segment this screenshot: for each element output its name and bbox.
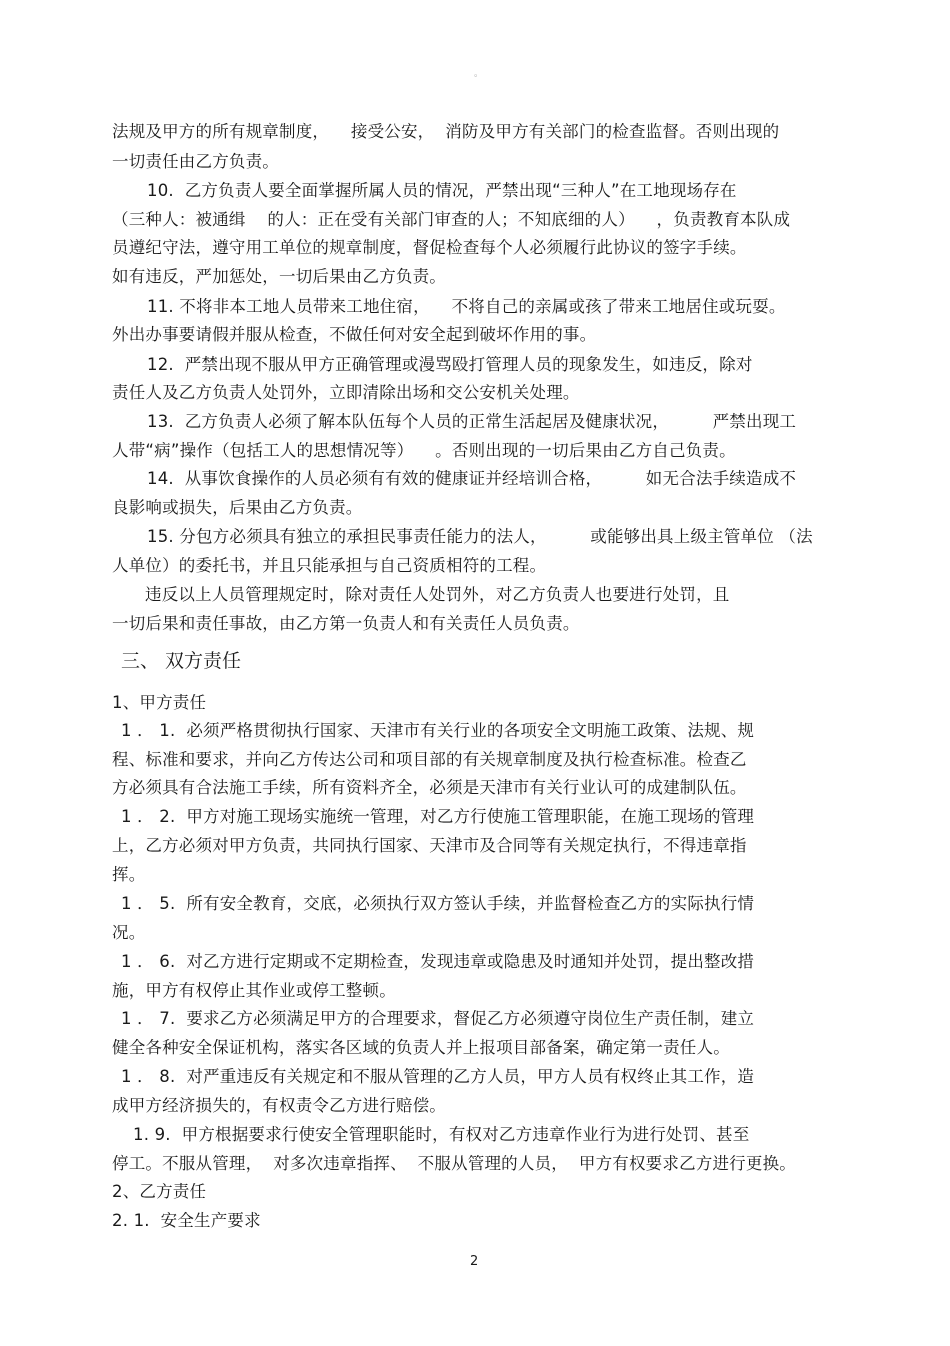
text-line: 成甲方经济损失的，有权责令乙方进行赔偿。 [112,1096,446,1115]
text-line: 1 ． 7. 要求乙方必须满足甲方的合理要求，督促乙方必须遵守岗位生产责任制，建立 [121,1009,755,1028]
text-line: 健全各种安全保证机构，落实各区域的负责人并上报项目部备案，确定第一责任人。 [112,1038,730,1057]
text-line: 人单位）的委托书，并且只能承担与自己资质相符的工程。 [112,556,547,575]
section-heading: 三、 双方责任 [121,650,242,672]
text-line: 13. 乙方负责人必须了解本队伍每个人员的正常生活起居及健康状况， 严禁出现工 [147,412,797,431]
text-line: 12. 严禁出现不服从甲方正确管理或漫骂殴打管理人员的现象发生，如违反，除对 [147,355,753,374]
text-line: 2. 1. 安全生产要求 [112,1211,261,1230]
text-line: 员遵纪守法，遵守用工单位的规章制度，督促检查每个人必须履行此协议的签字手续。 [112,238,747,257]
text-line: 15. 分包方必须具有独立的承担民事责任能力的法人， 或能够出具上级主管单位 （法 [147,527,813,546]
text-line: 1. 9. 甲方根据要求行使安全管理职能时，有权对乙方违章作业行为进行处罚、甚至 [133,1125,750,1144]
text-line: 程、标准和要求，并向乙方传达公司和项目部的有关规章制度及执行检查标准。检查乙 [112,750,747,769]
text-line: 责任人及乙方负责人处罚外，立即清除出场和交公安机关处理。 [112,383,580,402]
text-line: 违反以上人员管理规定时，除对责任人处罚外，对乙方负责人也要进行处罚，且 [145,585,730,604]
text-line: 上，乙方必须对甲方负责，共同执行国家、天津市及合同等有关规定执行，不得违章指 [112,836,747,855]
text-line: 停工。不服从管理， 对多次违章指挥、 不服从管理的人员， 甲方有权要求乙方进行更换。 [112,1154,796,1173]
text-line: 人带“病”操作（包括工人的思想情况等） 。否则出现的一切后果由乙方自己负责。 [112,441,736,460]
text-line: 施，甲方有权停止其作业或停工整顿。 [112,981,396,1000]
text-line: 方必须具有合法施工手续，所有资料齐全，必须是天津市有关行业认可的成建制队伍。 [112,778,747,797]
text-line: 1 ． 5. 所有安全教育，交底，必须执行双方签认手续，并监督检查乙方的实际执行情 [121,894,755,913]
text-line: 如有违反，严加惩处，一切后果由乙方负责。 [112,267,446,286]
subsection-heading: 2、乙方责任 [112,1182,207,1201]
text-line: 1 ． 2. 甲方对施工现场实施统一管理，对乙方行使施工管理职能，在施工现场的管理 [121,807,755,826]
text-line: 10. 乙方负责人要全面掌握所属人员的情况，严禁出现“三种人”在工地现场存在 [147,181,737,200]
text-line: 1 ． 1. 必须严格贯彻执行国家、天津市有关行业的各项安全文明施工政策、法规、规 [121,721,755,740]
text-line: 外出办事要请假并服从检查，不做任何对安全起到破坏作用的事。 [112,325,597,344]
text-line: 法规及甲方的所有规章制度， 接受公安， 消防及甲方有关部门的检查监督。否则出现的 [112,122,780,141]
text-line: 挥。 [112,865,146,884]
subsection-heading: 1、甲方责任 [112,693,207,712]
page-number: 2 [470,1254,479,1269]
header-mark: 。 [474,69,484,79]
text-line: 1 ． 6. 对乙方进行定期或不定期检查，发现违章或隐患及时通知并处罚，提出整改措 [121,952,755,971]
text-line: 一切责任由乙方负责。 [112,152,279,171]
text-line: 况。 [112,923,146,942]
text-line: 良影响或损失，后果由乙方负责。 [112,498,363,517]
text-line: （三种人：被通缉 的人：正在受有关部门审查的人；不知底细的人） ，负责教育本队成 [112,210,791,229]
text-line: 11. 不将非本工地人员带来工地住宿， 不将自己的亲属或孩了带来工地居住或玩耍。 [147,297,786,316]
text-line: 14. 从事饮食操作的人员必须有有效的健康证并经培训合格， 如无合法手续造成不 [147,469,797,488]
text-line: 1 ． 8. 对严重违反有关规定和不服从管理的乙方人员，甲方人员有权终止其工作，造 [121,1067,755,1086]
text-line: 一切后果和责任事故，由乙方第一负责人和有关责任人员负责。 [112,614,580,633]
